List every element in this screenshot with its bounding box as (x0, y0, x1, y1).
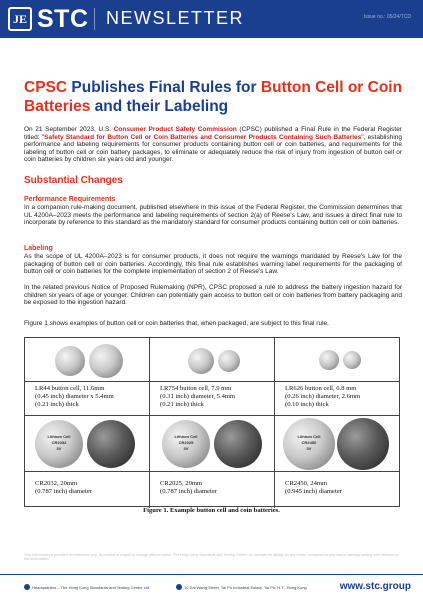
disclaimer: This information is provided for reference only. Its content is subject to change without notice. The Hong Kong Standards and Testing Centre Ltd. accepts no liability for any errors, omissions or any loss or damage arising from reliance on this information. (24, 553, 399, 562)
building-icon (24, 584, 30, 590)
figure-caption-row-bottom (25, 472, 399, 508)
intro-cpsc-link[interactable]: Consumer Product Safety Commission (113, 126, 237, 133)
cr2025-caption (150, 472, 275, 508)
coin-text: 3V (183, 446, 189, 451)
performance-paragraph: In a companion rule-making document, published elsewhere in this issue of the Federal Register, the Commission determines that UL 4200A–2023 meets the performance and labeling requirements of section 2(a) of Reese's Law, and issues a direct final rule to incorporate by reference to this standard as the mandatory standard for consumer products containing button cell or coin batteries. (24, 204, 402, 227)
caption-line: LR44 button cell, 11.6mm (35, 385, 105, 392)
lr626-image (275, 338, 399, 381)
article-title (24, 78, 404, 116)
section-heading: Substantial Changes (24, 175, 123, 186)
caption-line: (0.26 inch) diameter, 2.6mm (285, 392, 361, 400)
page-footer (0, 575, 423, 600)
caption-line: LR626 button cell, 6.8 mm (285, 385, 357, 392)
stc-logo (8, 5, 89, 33)
coin-text: Lithium Cell (174, 434, 198, 439)
lr754-battery-icon (188, 348, 214, 374)
cr2032-caption (25, 472, 150, 508)
figure-image-row-top (25, 338, 399, 382)
intro-text-c: (CPSC) published a Final Rule in the Federal Register titled: " (24, 126, 402, 141)
caption-line: CR2032, 20mm (35, 480, 78, 487)
caption-line: (0.787 inch) diameter (160, 487, 217, 495)
coin-text: 3V (306, 446, 312, 451)
title-end: and their Labeling (90, 98, 229, 115)
lr754-battery-back-icon (218, 350, 240, 372)
caption-line: (0.10 inch) thick (285, 400, 329, 408)
caption-line: (0.787 inch) diameter (35, 487, 92, 495)
header-divider (94, 8, 95, 30)
caption-line: CR2025, 20mm (160, 480, 203, 487)
coin-text: Lithium Cell (297, 434, 321, 439)
footer-headquarters-text: Headquarters – The Hong Kong Standards and Testing Centre Ltd (32, 584, 150, 590)
coin-text: Lithium Cell (47, 434, 71, 439)
intro-rule-title: Safety Standard for Button Cell or Coin Batteries and Consumer Products Containing Such Batteries (44, 133, 362, 141)
coin-text: 3V (56, 446, 62, 451)
cr2450-caption (275, 472, 399, 508)
title-cpsc: CPSC (24, 79, 68, 96)
newsletter-header (0, 0, 423, 38)
lr754-image (150, 338, 275, 381)
caption-line: CR2450, 24mm (285, 480, 328, 487)
cr2450-image (275, 416, 399, 471)
cr2032-battery-back-icon (87, 420, 135, 468)
cr2032-battery-icon (35, 420, 83, 468)
lr44-battery-icon (55, 346, 85, 376)
lr44-caption (25, 382, 150, 415)
battery-figure (24, 337, 400, 507)
footer-headquarters (24, 584, 149, 590)
title-mid: Publishes Final Rules for (67, 79, 261, 96)
caption-line: (0.31 inch) diameter, 5.4mm (160, 392, 236, 400)
cr2025-image (150, 416, 275, 471)
footer-address (176, 584, 307, 590)
logo-text: STC (37, 4, 89, 33)
lr44-image (25, 338, 150, 381)
logo-mark-icon: JE (8, 7, 32, 31)
figure-image-row-bottom (25, 416, 399, 472)
intro-text-e: ", establishing performance and labeling requirements for consumer products containing button cell or coin batteries, and requirements for the labeling of button cell or coin battery packages, to eliminate or adequately reduce the risk of injury from ingestion of button cell or coin batteries by children six years old and younger. (24, 133, 402, 164)
title-batteries: Button Cell or Coin Batteries (24, 79, 403, 115)
performance-heading: Performance Requirements (24, 196, 116, 203)
cr2032-image (25, 416, 150, 471)
cr2450-battery-back-icon (337, 418, 389, 470)
coin-text: CR2025 (178, 440, 194, 445)
lr754-caption (150, 382, 275, 415)
intro-paragraph (24, 126, 402, 164)
figure-intro: Figure 1 shows examples of button cell or coin batteries that, when packaged, are subject to this final rule. (24, 320, 329, 327)
header-title: NEWSLETTER (106, 8, 245, 28)
issue-number: Issue no.: 05/24/TCD (363, 14, 411, 20)
figure-caption: Figure 1. Example button cell and coin batteries. (143, 507, 280, 514)
location-pin-icon (176, 584, 182, 590)
lr626-battery-icon (319, 350, 339, 370)
coin-text: CR2032 (51, 440, 67, 445)
caption-line: (0.21 inch) thick (160, 400, 204, 408)
npr-paragraph: In the related previous Notice of Proposed Rulemaking (NPR), CPSC proposed a rule to address the battery ingestion hazard for children six years of age or younger. Children can potentially gain access to button cell or coin batteries from battery packaging and be exposed to the ingestion hazard. (24, 284, 402, 307)
lr626-battery-back-icon (343, 351, 361, 369)
coin-text: CR2450 (301, 440, 317, 445)
caption-line: LR754 button cell, 7.9 mm (160, 385, 232, 392)
lr44-battery-back-icon (89, 344, 123, 378)
website-link[interactable]: www.stc.group (339, 581, 411, 592)
labeling-paragraph: As the scope of UL 4200A–2023 is for consumer products, it does not require the warnings mandated by Reese's Law for the packaging of button cell or coin batteries. Accordingly, this final rule establishes warning label requirements for the packaging of button cell or coin batteries for the complete implementation of section 2 of Reese's Law. (24, 253, 402, 276)
cr2450-battery-icon (283, 418, 335, 470)
cr2025-battery-icon (162, 420, 210, 468)
intro-text-a: On 21 September 2023, U.S. (24, 126, 114, 133)
labeling-heading: Labeling (24, 245, 53, 252)
caption-line: (0.21 inch) thick (35, 400, 79, 408)
footer-address-text: 10 Dai Wang Street, Tai Po Industrial Estate, Tai Po, N.T., Hong Kong (184, 584, 307, 590)
caption-line: (0.945 inch) diameter (285, 487, 342, 495)
caption-line: (0.45 inch) diameter x 5.4mm (35, 392, 114, 400)
figure-caption-row-top (25, 382, 399, 416)
lr626-caption (275, 382, 399, 415)
cr2025-battery-back-icon (214, 420, 262, 468)
